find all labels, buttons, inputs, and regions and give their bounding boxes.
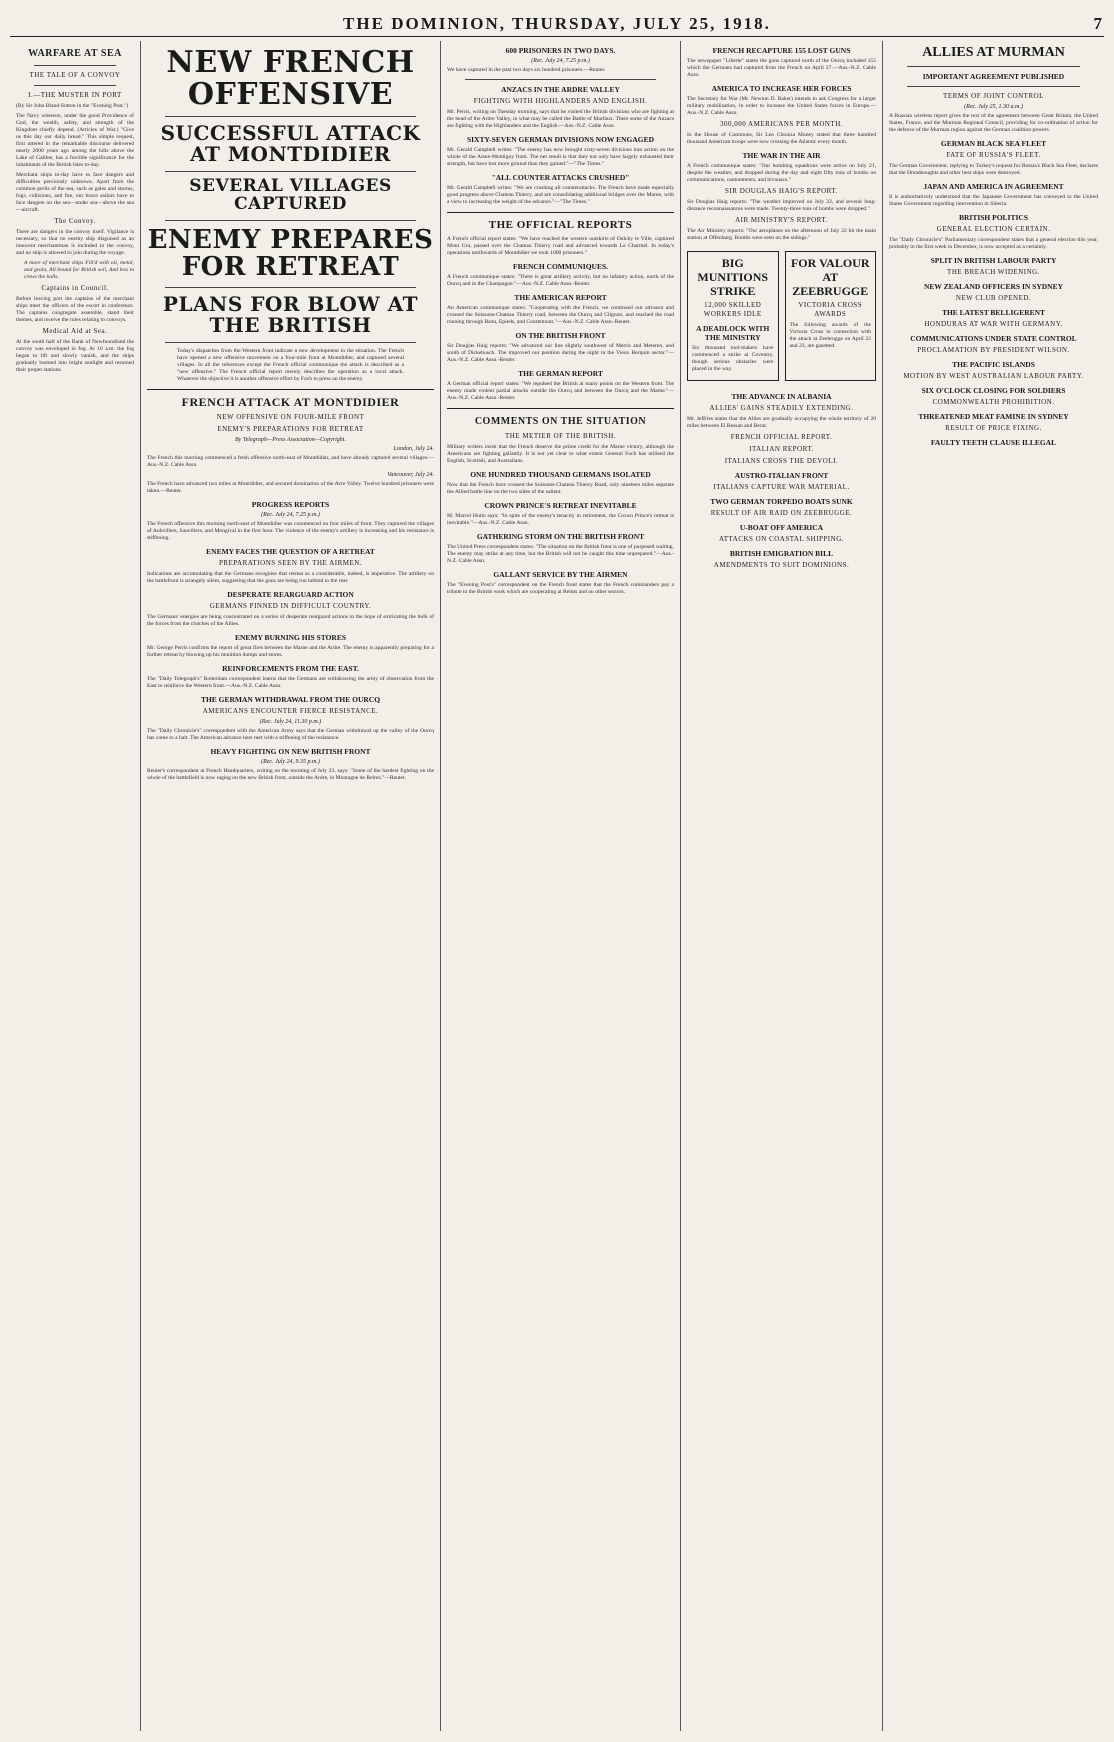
- subheading: ENEMY BURNING HIS STORES: [234, 633, 347, 643]
- article-paragraph: Now that the French have crossed the Soissons-Chateau Thierry Road, only nineteen miles separate the Allied battle line on the two sides of the salient.: [447, 482, 674, 495]
- received-date: (Rec. July 24, 7.25 p.m.): [531, 58, 590, 64]
- subheading: NEW ZEALAND OFFICERS IN SYDNEY: [923, 282, 1064, 291]
- subheading: ON THE BRITISH FRONT: [515, 331, 606, 340]
- subheading: IMPORTANT AGREEMENT PUBLISHED: [922, 72, 1065, 81]
- subheading: RESULT OF AIR RAID ON ZEEBRUGGE.: [710, 509, 853, 517]
- subheading: COMMONWEALTH PROHIBITION.: [932, 398, 1055, 406]
- divider: [147, 389, 434, 390]
- article-paragraph: M. Marcel Hutin says: "In spite of the enemy's tenacity in retirement, the Crown Prince's retreat is inevitable."—Aus.-N.Z. Cable Assn.: [447, 513, 674, 526]
- received-date: (Rec. July 25, 1.30 a.m.): [964, 104, 1023, 110]
- box-munitions-strike: [687, 251, 779, 381]
- article-paragraph: A French communique states: "Our bombing squadrons were active on July 21, despite the weather, and dropped during the day and night fifty tons of bombs on communications, cantonments, and bivouacs.": [687, 163, 876, 183]
- subheading: ENEMY'S PREPARATIONS FOR RETREAT: [217, 425, 364, 434]
- subheading: PROGRESS REPORTS: [251, 500, 330, 510]
- subheading: ALLIES' GAINS STEADILY EXTENDING.: [709, 404, 854, 412]
- subheading: AMERICANS ENCOUNTER FIERCE RESISTANCE.: [202, 707, 379, 716]
- article-paragraph: A French official report states: "We have reached the western outskirts of Oulchy le Ville, captured Mont Gru, passed over the Chateau Thierry road and advanced towards Le Charmel. In today's operations northwards of Montdidier we took 1000 prisoners.": [447, 236, 674, 256]
- subheading: THE LATEST BELLIGERENT: [941, 308, 1046, 317]
- subheading: GENERAL ELECTION CERTAIN.: [936, 225, 1051, 233]
- article-paragraph: Before leaving port the captains of the merchant ships meet the officers of the escort in conference. The captains congregate assemble, stand their themes, and receive the rules relating to convoys.: [16, 296, 134, 323]
- article-paragraph: There are dangers in the convoy itself. Vigilance is necessary, so that no enemy ship disguised as an innocent merchantman is included in the convoy, and no ship is allowed to join during the voyage.: [16, 229, 134, 256]
- box-subheading: A DEADLOCK WITH THE MINISTRY: [696, 324, 770, 342]
- article-paragraph: Mr. Perris, writing on Tuesday morning, says that he visited the British divisions who are fighting at the head of the Ardre Valley, in what may be called the Battle of Marfaux. There some of the Anzacs are fighting with the Highlanders and the English.—Aus.-N.Z. Cable Assn.: [447, 109, 674, 129]
- received-date: (Rec. July 24, 9.35 p.m.): [261, 759, 320, 766]
- subheading: FAULTY TEETH CLAUSE ILLEGAL: [930, 438, 1057, 447]
- box-subheading: 12,000 SKILLED WORKERS IDLE: [703, 301, 762, 318]
- headline-allies-at-murman: ALLIES AT MURMAN: [922, 45, 1065, 60]
- masthead: [10, 14, 1104, 37]
- divider: [165, 171, 416, 172]
- article-paragraph: A Russian wireless report gives the text of the agreement between Great Britain, the United States, France, and the Murman Regional Council, providing for co-ordination of action for the defence of the Murman region against the German coalition powers.: [889, 113, 1098, 133]
- subheading: ITALIANS CROSS THE DEVOLI.: [724, 457, 839, 465]
- subheading: FATE OF RUSSIA'S FLEET.: [946, 151, 1041, 159]
- subheading: ITALIANS CAPTURE WAR MATERIAL.: [713, 483, 850, 491]
- article-paragraph: Mr. Gerald Campbell writes: "We are crushing all counterattacks. The French have made especially good progress above Chateau Thierry, and are consolidating additional bridges over the Marne, with a view to increasing the weight of the advance."—"The Times.": [447, 185, 674, 205]
- article-paragraph: The French have advanced two miles at Montdidier, and secured domination of the Avre Valley. Twelve hundred prisoners were taken.—Reuter.: [147, 481, 434, 495]
- column-4: [681, 41, 883, 1731]
- divider: [165, 287, 416, 288]
- subheading: ONE HUNDRED THOUSAND GERMANS ISOLATED: [470, 470, 651, 479]
- subheading: COMMUNICATIONS UNDER STATE CONTROL: [910, 334, 1077, 343]
- subheading: REINFORCEMENTS FROM THE EAST.: [222, 664, 359, 674]
- headline-french-attack: FRENCH ATTACK AT MONTDIDIER: [181, 395, 400, 410]
- divider: [907, 66, 1080, 67]
- article-paragraph: An American communique states: "Cooperating with the French, we continued our advance and crossed the Soissons-Chateau Thierry road, between the Ourcq and Clignon, and reached the road running through Bezu, Epieds, and Courtemont."—Aus.-N.Z. Cable Assn.-Reuter.: [447, 305, 674, 325]
- subheading: ITALIAN REPORT.: [749, 445, 814, 453]
- box-headline: FOR VALOUR AT ZEEBRUGGE: [790, 256, 870, 298]
- article-paragraph: The Secretary for War (Mr. Newton D. Baker) intends to ask Congress for a larger military mobilisation, in order to increase the United States forces in Europe.—Aus.-N.Z. Cable Assn.: [687, 96, 876, 116]
- subheading: THE TALE OF A CONVOY: [29, 71, 121, 79]
- divider: [165, 220, 416, 221]
- subheading: JAPAN AND AMERICA IN AGREEMENT: [923, 182, 1064, 191]
- masthead-title: THE DOMINION, THURSDAY, JULY 25, 1918.: [343, 14, 771, 33]
- section-subhead: Medical Aid at Sea.: [42, 327, 108, 335]
- subheading: NEW CLUB OPENED.: [955, 294, 1032, 302]
- subheading: PROCLAMATION BY PRESIDENT WILSON.: [917, 346, 1070, 354]
- column-3: [441, 41, 681, 1731]
- divider: [165, 342, 416, 343]
- subheading: SIXTY-SEVEN GERMAN DIVISIONS NOW ENGAGED: [466, 135, 655, 144]
- subheading: HEAVY FIGHTING ON NEW BRITISH FRONT: [210, 747, 371, 757]
- subheading: AMENDMENTS TO SUIT DOMINIONS.: [713, 561, 850, 569]
- subheading: TWO GERMAN TORPEDO BOATS SUNK: [710, 497, 853, 506]
- subheading: FRENCH RECAPTURE 155 LOST GUNS: [712, 46, 851, 55]
- subheading: AUSTRO-ITALIAN FRONT: [734, 471, 829, 480]
- subheading: NEW OFFENSIVE ON FOUR-MILE FRONT: [216, 413, 365, 422]
- headline-warfare-at-sea: WARFARE AT SEA: [28, 48, 122, 59]
- subheading: ATTACKS ON COASTAL SHIPPING.: [718, 535, 845, 543]
- subheading: THE GERMAN WITHDRAWAL FROM THE OURCQ: [200, 695, 381, 705]
- divider: [907, 86, 1080, 87]
- article-paragraph: Military writers insist that the French deserve the prime credit for the Marne victory, although the Americans are fighting gallantly. It is not yet clear to what extent General Foch has utilised the English, Scottish, and Australians.: [447, 444, 674, 464]
- section-subhead: Captains in Council.: [41, 284, 109, 292]
- subheading: "ALL COUNTER ATTACKS CRUSHED": [491, 173, 630, 182]
- subheading: THE AMERICAN REPORT: [514, 293, 607, 302]
- divider: [447, 212, 674, 213]
- subheading: THE PACIFIC ISLANDS: [952, 360, 1035, 369]
- subheading: GERMAN BLACK SEA FLEET: [940, 139, 1047, 148]
- article-paragraph: The "Daily Chronicle's" correspondent with the American Army says that the German withdrawal up the valley of the Ourcq has come to a halt. The American advance here met with a stiffening of the resistance.: [147, 728, 434, 742]
- subheading: HONDURAS AT WAR WITH GERMANY.: [924, 320, 1063, 328]
- columns: [10, 41, 1104, 1731]
- subheading: THE BREACH WIDENING.: [947, 268, 1040, 276]
- subheading: PREPARATIONS SEEN BY THE AIRMEN.: [218, 559, 363, 568]
- section-heading: I.—THE MUSTER IN PORT: [28, 91, 122, 99]
- article-paragraph: The German Government, replying to Turkey's request for Russia's Black Sea Fleet, declares that the Dreadnoughts and other best ships were destroyed.: [889, 163, 1098, 176]
- section-subhead: The Convoy.: [54, 217, 96, 225]
- article-paragraph: Indications are accumulating that the Germans recognise that retreat as a considerable, indeed, is imperative. The artillery on the battlefront is strangely silent, suggesting that the guns are being run behind to the rear.: [147, 571, 434, 585]
- box-headline: BIG MUNITIONS STRIKE: [697, 256, 769, 298]
- subheading: CROWN PRINCE'S RETREAT INEVITABLE: [484, 501, 637, 510]
- article-paragraph: It is authoritatively understood that the Japanese Government has conveyed to the United States Government regarding intervention in Siberia.: [889, 194, 1098, 207]
- boxed-row: [687, 245, 876, 387]
- headline-villages: SEVERAL VILLAGES CAPTURED: [189, 176, 392, 214]
- article-paragraph: The newspaper "Liberte" states the guns captured north of the Ourcq included 155 which the Germans had captured from the French on April 27.—Aus.-N.Z. Cable Assn.: [687, 58, 876, 78]
- article-paragraph: Sir Douglas Haig reports: "The weather improved on July 22, and several long-distance reconnaissances were made. Twenty-three tons of bombs were dropped.": [687, 199, 876, 212]
- article-paragraph: A German official report states: "We repulsed the British at many points on the Western front. The enemy made violent partial attacks outside the Ourcq and between the Ourcq and the Marne."—Aus.-N.Z. Cable Assn.-Reuter.: [447, 381, 674, 401]
- divider: [447, 408, 674, 409]
- subheading: ENEMY FACES THE QUESTION OF A RETREAT: [206, 547, 375, 557]
- subheading: FRENCH OFFICIAL REPORT.: [730, 433, 833, 441]
- column-2: [141, 41, 441, 1731]
- article-paragraph: The Germans' energies are being concentrated on a series of desperate rearguard actions in the hope of extricating the bulk of the forces from the clutches of the Allies.: [147, 614, 434, 628]
- byline: (By Sir John Bland-Sutton in the "Evening Post."): [16, 103, 129, 109]
- dateline: Vancouver, July 24.: [387, 472, 434, 479]
- subheading: FIGHTING WITH HIGHLANDERS AND ENGLISH.: [473, 97, 648, 105]
- headline-montdidier: SUCCESSFUL ATTACK AT MONTDIDIER: [160, 121, 421, 166]
- received-date: (Rec. July 24, 7.25 p.m.): [261, 512, 320, 519]
- subheading: 300,000 AMERICANS PER MONTH.: [719, 120, 844, 128]
- article-paragraph: We have captured in the past two days six hundred prisoners.—Reuter.: [447, 67, 606, 73]
- subheading: THE METIER OF THE BRITISH.: [504, 432, 617, 440]
- headline-new-french-offensive: NEW FRENCH OFFENSIVE: [166, 45, 415, 112]
- subheading: THE WAR IN THE AIR: [742, 151, 821, 160]
- article-paragraph: The following awards of the Victoria Cross in connection with the attack at Zeebrugge on April 22 and 23, are gazetted.: [789, 322, 871, 349]
- divider: [34, 65, 116, 66]
- article-paragraph: At the south half of the Bank of Newfoundland the convoy was enveloped in fog. At 10 a.m. the fog began to lift and slowly vanish, and the ships gradually loomed into bright sunlight and resumed their proper stations.: [16, 339, 134, 373]
- subheading: FRENCH COMMUNIQUES.: [513, 262, 608, 271]
- article-paragraph: The "Daily Chronicle's" Parliamentary correspondent states that a general election this year, probably in the first week in December, is now accepted as a certainty.: [889, 237, 1098, 250]
- article-paragraph: The French this morning commenced a fresh offensive north-east of Montdidier, and have already captured several villages.—Aus.-N.Z. Cable Assn.: [147, 455, 434, 469]
- subheading: AMERICA TO INCREASE HER FORCES: [711, 84, 852, 93]
- subheading: SPLIT IN BRITISH LABOUR PARTY: [930, 256, 1057, 265]
- headline-enemy-retreat: ENEMY PREPARES FOR RETREAT: [147, 224, 434, 282]
- article-paragraph: Mr. Gerald Campbell writes: "The enemy has now brought sixty-seven divisions into action on the whole of the Aisne-Montigny front. The net result is that they not only have largely exhausted their strength, but have lost more ground than they gained."—"The Times.": [447, 147, 674, 167]
- article-paragraph: The United Press correspondent states: "The situation on the British front is one of purposed waiting. The enemy may strike at any time, but the British will not be caught this time unprepared."—Aus.-N.Z. Cable Assn.: [447, 544, 674, 564]
- dateline: London, July 24.: [393, 446, 434, 453]
- subheading: DESPERATE REARGUARD ACTION: [227, 590, 354, 600]
- subheading: THE GERMAN REPORT: [518, 369, 603, 378]
- subheading: AIR MINISTRY'S REPORT.: [735, 216, 828, 224]
- box-subheading: VICTORIA CROSS AWARDS: [798, 301, 863, 318]
- article-paragraph: A French communique states: "There is great artillery activity, but no infantry action, north of the Ourcq and in the Champagne."—Aus.-N.Z. Cable Assn.-Reuter.: [447, 274, 674, 287]
- subheading: SIX O'CLOCK CLOSING FOR SOLDIERS: [921, 386, 1066, 395]
- article-paragraph: Merchant ships to-day have to face dangers and difficulties previously unknown. Apart from the common perils of the sea, such as gales and storms, fogs, collisions, and fire, our brave sailors have to face dangers on the sea—under sea—above the sea—aircraft.: [16, 172, 134, 213]
- subheading: ANZACS IN THE ARDRE VALLEY: [501, 85, 620, 94]
- subheading: SIR DOUGLAS HAIG'S REPORT.: [725, 187, 838, 195]
- divider: [165, 116, 416, 117]
- headline-comments: COMMENTS ON THE SITUATION: [474, 416, 647, 427]
- column-1: [10, 41, 141, 1731]
- subheading: THREATENED MEAT FAMINE IN SYDNEY: [918, 412, 1069, 421]
- article-paragraph: The "Evening Post's" correspondent on the French front states that the French commanders pay a tribute to the British work which are cooperating at Reims and on other sectors.: [447, 582, 674, 595]
- received-date: (Rec. July 24, 11.30 p.m.): [259, 719, 322, 726]
- agency-line: By Telegraph—Press Association—Copyright.: [235, 437, 346, 444]
- verse: A more of merchant ships Fill'd with oil, metal, and grain, All bound for British soil, And less in crews the balls.: [24, 260, 134, 280]
- box-valour-zeebrugge: [785, 251, 877, 381]
- subheading: GATHERING STORM ON THE BRITISH FRONT: [476, 532, 645, 541]
- subheading: GALLANT SERVICE BY THE AIRMEN: [493, 570, 628, 579]
- article-intro: Today's dispatches from the Western front indicate a new development in the situation. The French have opened a new offensive movement on a four-mile front at Montdidier, and captured several villages. In all the references except the French official communique the attack is described as a "new offensive." The French official report merely describes the operation as a local attack. Whatever the objective it is another offensive effort by Foch to press on the enemy.: [177, 348, 404, 383]
- article-paragraph: Mr. George Perris confirms the report of great fires between the Marne and the Ardre. The enemy is apparently preparing for a further retreat by blowing up his munition dumps and stores.: [147, 645, 434, 659]
- subheading: BRITISH EMIGRATION BILL: [729, 549, 834, 558]
- column-5: [883, 41, 1104, 1731]
- article-paragraph: Sir Douglas Haig reports: "We advanced our line slightly southwest of Merris and Meteren, and south of Dickebusch. The improved our position during the night in the Vieux Berquin sector."—Aus.-N.Z. Cable Assn.-Reuter.: [447, 343, 674, 363]
- divider: [465, 79, 656, 80]
- subheading: U-BOAT OFF AMERICA: [739, 523, 824, 532]
- headline-plans-for-blow: PLANS FOR BLOW AT THE BRITISH: [162, 292, 419, 338]
- article-paragraph: Reuter's correspondent at French Headquarters, writing on the morning of July 23, says: "Some of the hardest fighting on the whole of the battlefield is now raging on the new British front, outside the Ardre, in Montagne de Reims."—Reuter.: [147, 768, 434, 782]
- article-paragraph: Mr. Jeffries states that the Allies are gradually occupying the whole territory of 20 miles between El Bessan and Berat.: [687, 416, 876, 429]
- headline-official-reports: THE OFFICIAL REPORTS: [488, 219, 633, 231]
- article-paragraph: Six thousand tool-makers have commenced a strike at Coventry, though serious obstacles were placed in the way.: [692, 345, 774, 372]
- article-paragraph: The Navy whereon, under the good Providence of God, the wealth, safety, and strength of the Kingdom chiefly depend. (Articles of War.) "Give us this day our daily bread." This simple request, first uttered in the remarkable discourse delivered nearly 2000 years ago among the hills above the Lake of Galilee, has a forcible significance for the inhabitants of the British Isles to-day.: [16, 113, 134, 168]
- subheading: RESULT OF PRICE FIXING.: [945, 424, 1042, 432]
- subheading: GERMANS PINNED IN DIFFICULT COUNTRY.: [209, 602, 372, 611]
- subheading: MOTION BY WEST AUSTRALIAN LABOUR PARTY.: [903, 372, 1084, 380]
- article-paragraph: The French offensive this morning north-east of Montdidier was commenced on four miles of front. They captured the villages of Aubvillers, Sauvillers, and Mongival in the first hour. The violence of the enemy's artillery is increasing and his resistance is stiffening.: [147, 521, 434, 542]
- divider: [34, 85, 116, 86]
- article-paragraph: In the House of Commons, Sir Leo Chiozza Money stated that three hundred thousand American troops were now crossing the Atlantic every month.: [687, 132, 876, 145]
- subheading: THE ADVANCE IN ALBANIA: [731, 392, 832, 401]
- article-paragraph: The Air Ministry reports: "Our aeroplanes on the afternoon of July 22 hit the main station at Offenburg. Bombs were seen on the sidings.": [687, 228, 876, 241]
- page-number: 7: [1093, 14, 1102, 33]
- subheading: TERMS OF JOINT CONTROL: [943, 92, 1044, 100]
- subheading: BRITISH POLITICS: [959, 213, 1028, 222]
- article-paragraph: The "Daily Telegraph's" Rotterdam correspondent learns that the Germans are withdrawing the army of observation from the East to reinforce the Western front.—Aus.-N.Z. Cable Assn.: [147, 676, 434, 690]
- subheading: 600 PRISONERS IN TWO DAYS.: [505, 46, 616, 55]
